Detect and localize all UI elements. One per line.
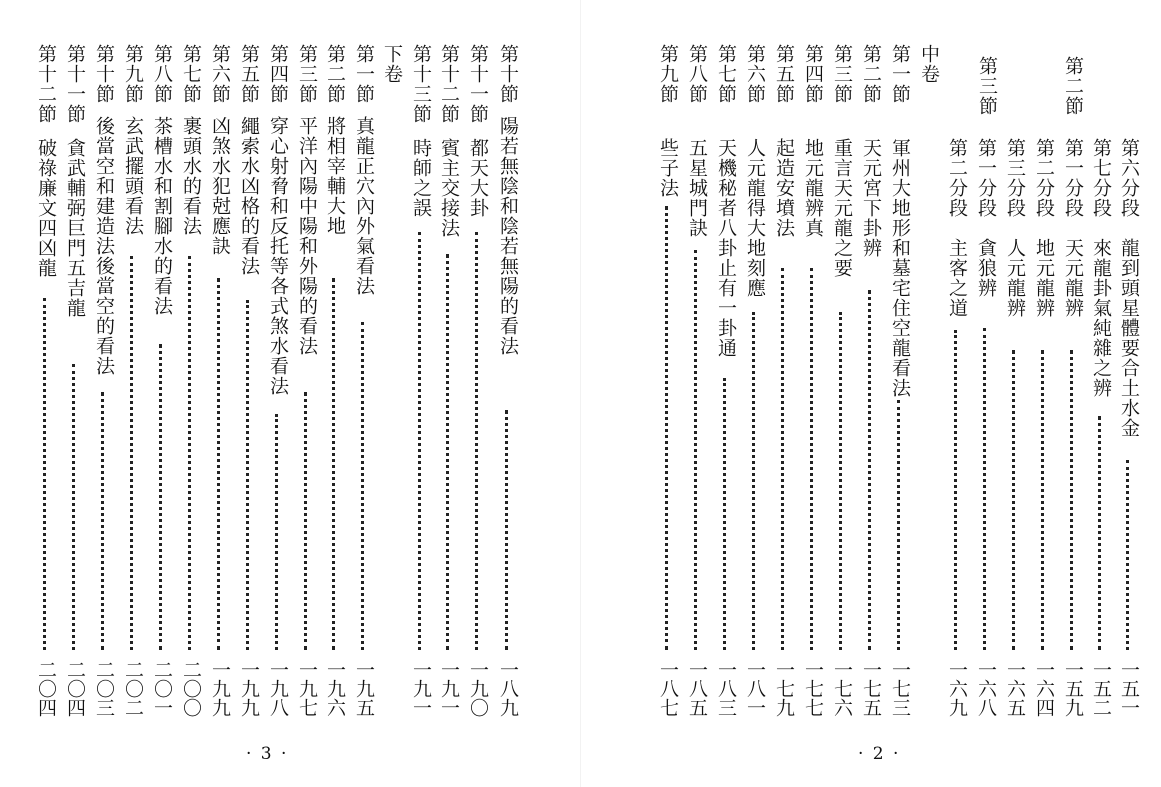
toc-leader-dots <box>505 410 512 650</box>
toc-section: 第三節 <box>976 56 998 116</box>
toc-section: 第一節 <box>353 44 375 104</box>
toc-section: 第七節 <box>180 44 202 104</box>
toc-title: 凶煞水犯尅應訣 <box>209 116 231 256</box>
toc-page-number: 一九五 <box>353 660 375 717</box>
toc-page-number: 一七五 <box>860 660 882 717</box>
toc-title: 將相宰輔大地 <box>324 116 346 236</box>
toc-title: 地元龍辨真 <box>802 138 824 238</box>
toc-title: 平洋內陽中陽和外陽的看法 <box>296 116 318 356</box>
page-folio: · 3 · <box>246 744 289 764</box>
toc-page-number: 一七九 <box>773 660 795 717</box>
toc-title: 些子法 <box>657 138 679 198</box>
toc-page-number: 二〇四 <box>35 660 57 717</box>
toc-leader-dots <box>130 256 137 650</box>
toc-page-number: 一八三 <box>715 660 737 717</box>
toc-leader-dots <box>43 298 50 650</box>
toc-page-number: 一六四 <box>1033 660 1055 717</box>
toc-title: 第七分段 來龍卦氣純雜之辨 <box>1090 138 1112 398</box>
toc-page-number: 一九八 <box>267 660 289 717</box>
toc-title: 玄武擺頭看法 <box>122 116 144 236</box>
toc-section: 第四節 <box>267 44 289 104</box>
toc-section: 第八節 <box>151 44 173 104</box>
volume-heading: 下卷 <box>381 44 403 84</box>
toc-leader-dots <box>101 392 108 650</box>
toc-title: 裹頭水的看法 <box>180 116 202 236</box>
toc-leader-dots <box>1098 416 1105 650</box>
toc-page-number: 一八九 <box>497 660 519 717</box>
toc-leader-dots <box>868 290 875 650</box>
volume-heading: 中卷 <box>918 44 940 84</box>
toc-leader-dots <box>188 256 195 650</box>
toc-section: 第十一節 <box>64 44 86 124</box>
toc-leader-dots <box>839 312 846 650</box>
toc-leader-dots <box>752 312 759 650</box>
toc-leader-dots <box>475 232 482 650</box>
toc-section: 第二節 <box>1062 56 1084 116</box>
toc-page-number: 一五九 <box>1062 660 1084 717</box>
toc-title: 天元宮下卦辨 <box>860 138 882 258</box>
toc-leader-dots <box>1012 350 1019 650</box>
toc-page-number: 一九〇 <box>467 660 489 717</box>
toc-page-number: 一八七 <box>657 660 679 717</box>
toc-leader-dots <box>954 330 961 650</box>
toc-page-number: 一九一 <box>438 660 460 717</box>
toc-title: 後當空和建造法後當空的看法 <box>93 116 115 376</box>
toc-page-number: 一九九 <box>209 660 231 717</box>
toc-page-number: 一七三 <box>889 660 911 717</box>
toc-page-number: 一八五 <box>686 660 708 717</box>
toc-page-number: 一七七 <box>802 660 824 717</box>
toc-title: 都天大卦 <box>467 138 489 218</box>
toc-leader-dots <box>1070 350 1077 650</box>
page-folio: · 2 · <box>858 744 901 764</box>
toc-page-number: 一九九 <box>238 660 260 717</box>
toc-section: 第五節 <box>238 44 260 104</box>
toc-leader-dots <box>983 328 990 650</box>
page-gutter <box>580 0 581 787</box>
toc-title: 貪武輔弼巨門五吉龍 <box>64 138 86 318</box>
toc-leader-dots <box>246 300 253 650</box>
toc-title: 第二分段 地元龍辨 <box>1033 138 1055 318</box>
toc-section: 第三節 <box>831 44 853 104</box>
toc-section: 第十一節 <box>467 44 489 124</box>
toc-section: 第八節 <box>686 44 708 104</box>
toc-title: 人元龍得大地刻應 <box>744 138 766 298</box>
toc-page-number: 一七六 <box>831 660 853 717</box>
toc-title: 重言天元龍之要 <box>831 138 853 278</box>
toc-title: 第六分段 龍到頭星體要合土水金 <box>1118 138 1140 438</box>
toc-title: 繩索水凶格的看法 <box>238 116 260 276</box>
toc-title: 破祿廉文四凶龍 <box>35 138 57 278</box>
toc-page-number: 一五二 <box>1090 660 1112 717</box>
toc-leader-dots <box>446 254 453 650</box>
toc-leader-dots <box>810 268 817 650</box>
toc-title: 第二分段 主客之道 <box>946 138 968 318</box>
toc-title: 真龍正穴內外氣看法 <box>353 116 375 296</box>
toc-section: 第二節 <box>860 44 882 104</box>
toc-leader-dots <box>694 250 701 650</box>
toc-page-number: 二〇一 <box>151 660 173 717</box>
toc-section: 第六節 <box>744 44 766 104</box>
toc-title: 第一分段 貪狼辨 <box>975 138 997 298</box>
toc-leader-dots <box>332 278 339 650</box>
toc-page-number: 二〇三 <box>93 660 115 717</box>
toc-section: 第九節 <box>657 44 679 104</box>
toc-section: 第十節 <box>497 44 519 104</box>
toc-leader-dots <box>1041 350 1048 650</box>
toc-title: 軍州大地形和墓宅住空龍看法 <box>889 138 911 398</box>
toc-page-number: 二〇四 <box>64 660 86 717</box>
toc-title: 第一分段 天元龍辨 <box>1062 138 1084 318</box>
toc-page-number: 二〇二 <box>122 660 144 717</box>
toc-title: 時師之誤 <box>410 138 432 218</box>
toc-leader-dots <box>361 322 368 650</box>
toc-title: 五星城門訣 <box>686 138 708 238</box>
toc-leader-dots <box>275 414 282 650</box>
toc-page-number: 一五一 <box>1118 660 1140 717</box>
toc-section: 第十二節 <box>35 44 57 124</box>
toc-page-number: 一六八 <box>975 660 997 717</box>
toc-leader-dots <box>897 400 904 650</box>
toc-page-number: 一九七 <box>296 660 318 717</box>
toc-leader-dots <box>217 278 224 650</box>
toc-leader-dots <box>665 206 672 650</box>
toc-title: 茶槽水和割腳水的看法 <box>151 116 173 316</box>
toc-leader-dots <box>1126 460 1133 650</box>
toc-section: 第十三節 <box>410 44 432 124</box>
toc-section: 第十節 <box>93 44 115 104</box>
toc-leader-dots <box>781 268 788 650</box>
toc-section: 第七節 <box>715 44 737 104</box>
toc-page-number: 一六九 <box>946 660 968 717</box>
toc-page-number: 一九一 <box>410 660 432 717</box>
toc-section: 第六節 <box>209 44 231 104</box>
toc-section: 第三節 <box>296 44 318 104</box>
toc-page-number: 一九六 <box>324 660 346 717</box>
toc-title: 起造安墳法 <box>773 138 795 238</box>
toc-title: 穿心射脅和反托等各式煞水看法 <box>267 116 289 396</box>
toc-page-number: 二〇〇 <box>180 660 202 717</box>
toc-section: 第九節 <box>122 44 144 104</box>
toc-title: 天機秘者八卦止有一卦通 <box>715 138 737 358</box>
toc-section: 第二節 <box>324 44 346 104</box>
toc-section: 第十二節 <box>438 44 460 124</box>
toc-leader-dots <box>418 232 425 650</box>
toc-leader-dots <box>72 364 79 650</box>
toc-section: 第五節 <box>773 44 795 104</box>
toc-title: 陽若無陰和陰若無陽的看法 <box>497 116 519 356</box>
toc-page-number: 一八一 <box>744 660 766 717</box>
toc-title: 賓主交接法 <box>438 138 460 238</box>
toc-section: 第一節 <box>889 44 911 104</box>
toc-leader-dots <box>723 378 730 650</box>
toc-leader-dots <box>304 392 311 650</box>
toc-page-number: 一六五 <box>1004 660 1026 717</box>
toc-title: 第三分段 人元龍辨 <box>1004 138 1026 318</box>
toc-leader-dots <box>159 344 166 650</box>
toc-section: 第四節 <box>802 44 824 104</box>
